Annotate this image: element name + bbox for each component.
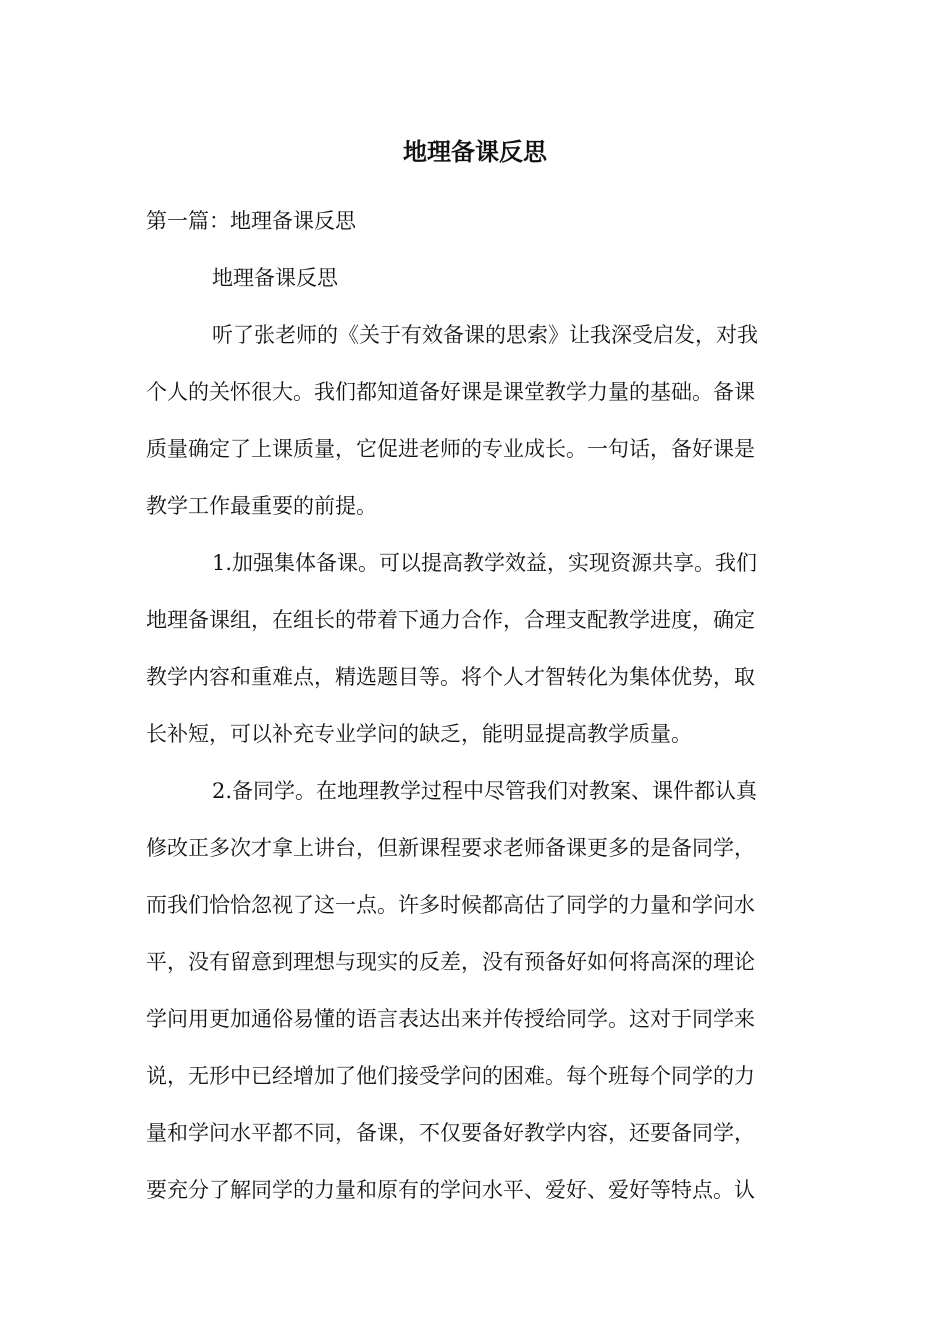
body-line: 说，无形中已经增加了他们接受学问的困难。每个班每个同学的力 — [146, 1064, 755, 1088]
section-subheading: 地理备课反思 — [212, 266, 338, 290]
body-line: 教学内容和重难点，精选题目等。将个人才智转化为集体优势，取 — [146, 665, 755, 689]
body-line: 1.加强集体备课。可以提高教学效益，实现资源共享。我们 — [212, 551, 758, 575]
body-line: 地理备课组，在组长的带着下通力合作，合理支配教学进度，确定 — [146, 608, 755, 632]
body-line: 质量确定了上课质量，它促进老师的专业成长。一句话，备好课是 — [146, 437, 755, 461]
body-line: 平，没有留意到理想与现实的反差，没有预备好如何将高深的理论 — [146, 950, 755, 974]
body-line: 要充分了解同学的力量和原有的学问水平、爱好、爱好等特点。认 — [146, 1178, 755, 1202]
body-line: 学问用更加通俗易懂的语言表达出来并传授给同学。这对于同学来 — [146, 1007, 755, 1031]
body-line: 修改正多次才拿上讲台，但新课程要求老师备课更多的是备同学， — [146, 836, 755, 860]
body-line: 个人的关怀很大。我们都知道备好课是课堂教学力量的基础。备课 — [146, 380, 755, 404]
body-line: 长补短，可以补充专业学问的缺乏，能明显提高教学质量。 — [146, 722, 692, 746]
body-line: 2.备同学。在地理教学过程中尽管我们对教案、课件都认真 — [212, 779, 758, 803]
body-line: 而我们恰恰忽视了这一点。许多时候都高估了同学的力量和学问水 — [146, 893, 755, 917]
body-line: 量和学问水平都不同，备课，不仅要备好教学内容，还要备同学， — [146, 1121, 755, 1145]
body-line: 教学工作最重要的前提。 — [146, 494, 377, 518]
body-line: 听了张老师的《关于有效备课的思索》让我深受启发，对我 — [212, 323, 758, 347]
document-title: 地理备课反思 — [403, 137, 547, 166]
section-heading: 第一篇：地理备课反思 — [146, 209, 356, 233]
